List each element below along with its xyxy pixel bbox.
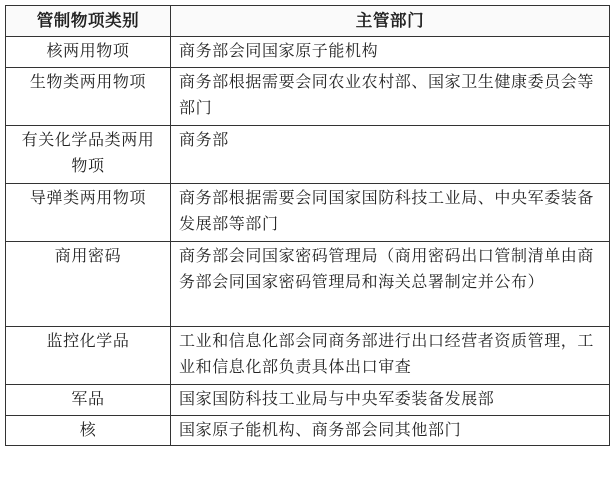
- row-department: 商务部会同国家密码管理局（商用密码出口管制清单由商务部会同国家密码管理局和海关总署制定并公布）: [171, 242, 610, 327]
- table-row: [6, 126, 610, 184]
- row-department: 商务部根据需要会同农业农村部、国家卫生健康委员会等部门: [171, 68, 610, 126]
- row-category: 核两用物项: [6, 37, 171, 68]
- row-department: 工业和信息化部会同商务部进行出口经营者资质管理，工业和信息化部负责具体出口审查: [171, 327, 610, 385]
- table-row: [6, 184, 610, 242]
- row-category: 导弹类两用物项: [6, 184, 171, 242]
- row-category: 有关化学品类两用物项: [6, 126, 171, 184]
- table-row: [6, 37, 610, 68]
- table-row: [6, 68, 610, 126]
- row-department: 国家原子能机构、商务部会同其他部门: [171, 416, 610, 446]
- row-category: 军品: [6, 385, 171, 416]
- row-category: 生物类两用物项: [6, 68, 171, 126]
- table-row: [6, 416, 610, 446]
- table-row: [6, 327, 610, 385]
- row-department: 商务部会同国家原子能机构: [171, 37, 610, 68]
- row-category: 核: [6, 416, 171, 446]
- row-category: 商用密码: [6, 242, 171, 327]
- table-row: [6, 242, 610, 327]
- control-items-table: [5, 5, 610, 446]
- row-department: 商务部根据需要会同国家国防科技工业局、中央军委装备发展部等部门: [171, 184, 610, 242]
- header-category: 管制物项类别: [6, 6, 171, 37]
- table-row: [6, 385, 610, 416]
- row-category: 监控化学品: [6, 327, 171, 385]
- row-department: 商务部: [171, 126, 610, 184]
- table-header-row: [6, 6, 610, 37]
- header-department: 主管部门: [171, 6, 610, 37]
- row-department: 国家国防科技工业局与中央军委装备发展部: [171, 385, 610, 416]
